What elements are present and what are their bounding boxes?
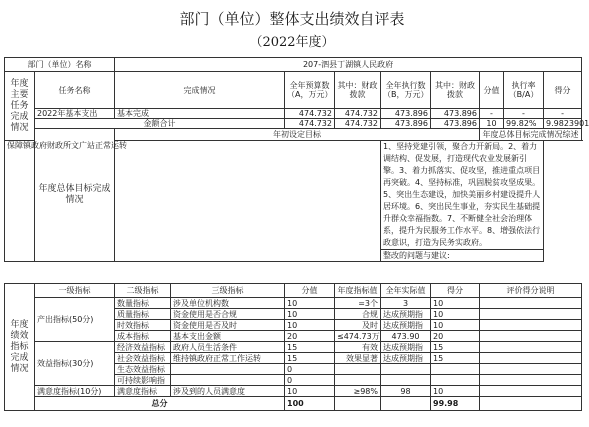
perf-reason bbox=[480, 386, 582, 397]
perf-l3 bbox=[171, 364, 285, 375]
task-points: - bbox=[544, 109, 582, 119]
perf-section-label: 年度绩效指标完成情况 bbox=[5, 284, 35, 411]
task-exec-fin: 473.896 bbox=[431, 109, 480, 119]
perf-points: 10 bbox=[431, 298, 480, 309]
col-score: 分值 bbox=[480, 72, 504, 109]
perf-target: =3个 bbox=[335, 298, 381, 309]
perf-reason bbox=[480, 331, 582, 342]
col-rate: 执行率（B/A） bbox=[504, 72, 544, 109]
perf-total-row bbox=[5, 397, 582, 411]
unit-name-label: 部门（单位）名称 bbox=[5, 58, 115, 72]
perf-row bbox=[5, 386, 582, 397]
grand-total-target bbox=[335, 397, 381, 411]
fund-section-label: 年度主要任务完成情况 bbox=[5, 72, 35, 141]
form-year: （2022年度） bbox=[249, 35, 335, 50]
perf-target: ≥98% bbox=[335, 386, 381, 397]
fund-row bbox=[5, 109, 582, 119]
perf-reason bbox=[480, 364, 582, 375]
perf-l2: 成本指标 bbox=[115, 331, 171, 342]
task-score: - bbox=[480, 109, 504, 119]
grand-total-label: 总分 bbox=[35, 397, 285, 411]
perf-target: 及时 bbox=[335, 320, 381, 331]
total-budget-fin: 474.732 bbox=[335, 119, 381, 129]
col-task-name: 任务名称 bbox=[35, 72, 115, 109]
budget-table bbox=[4, 57, 589, 262]
col-exec-fin: 其中：财政拨款 bbox=[431, 72, 480, 109]
perf-reason bbox=[480, 342, 582, 353]
perf-actual bbox=[381, 375, 431, 386]
perf-score: 10 bbox=[285, 386, 335, 397]
perf-points: 15 bbox=[431, 342, 480, 353]
initial-goal-text: 保障镇政府财政所文广站正常运转 bbox=[5, 141, 381, 262]
col-completion: 完成情况 bbox=[115, 72, 285, 109]
perf-target: 合规 bbox=[335, 309, 381, 320]
perf-score: 0 bbox=[285, 364, 335, 375]
perf-points: 10 bbox=[431, 309, 480, 320]
total-exec-fin: 473.896 bbox=[431, 119, 480, 129]
perf-l3: 基本支出金额 bbox=[171, 331, 285, 342]
col-budget: 全年预算数（A，万元） bbox=[285, 72, 335, 109]
perf-points: 10 bbox=[431, 320, 480, 331]
grand-total-actual bbox=[381, 397, 431, 411]
improvement-label: 整改的问题与建议: bbox=[381, 250, 544, 262]
perf-l2: 时效指标 bbox=[115, 320, 171, 331]
perf-score: 0 bbox=[285, 375, 335, 386]
perf-col-score: 分值 bbox=[285, 284, 335, 298]
perf-l3 bbox=[171, 375, 285, 386]
perf-target bbox=[335, 364, 381, 375]
perf-points: 10 bbox=[431, 386, 480, 397]
perf-reason bbox=[480, 353, 582, 364]
perf-points: 20 bbox=[431, 331, 480, 342]
perf-l2: 经济效益指标 bbox=[115, 342, 171, 353]
grand-total-score: 100 bbox=[285, 397, 335, 411]
perf-row bbox=[5, 342, 582, 353]
perf-target: 效果显著 bbox=[335, 353, 381, 364]
perf-l2: 满意度指标 bbox=[115, 386, 171, 397]
task-completion: 基本完成 bbox=[115, 109, 285, 119]
perf-l3: 资金使用是否合规 bbox=[171, 309, 285, 320]
perf-col-points: 得分 bbox=[431, 284, 480, 298]
perf-row bbox=[5, 298, 582, 309]
total-rate: 99.82% bbox=[504, 119, 544, 129]
perf-col-target: 年度指标值 bbox=[335, 284, 381, 298]
perf-score: 15 bbox=[285, 353, 335, 364]
perf-target bbox=[335, 375, 381, 386]
perf-l3: 涉及单位机构数 bbox=[171, 298, 285, 309]
perf-points bbox=[431, 375, 480, 386]
perf-l1: 产出指标(50分) bbox=[35, 298, 115, 342]
total-points: 9.9823901 bbox=[544, 119, 582, 129]
task-name: 2022年基本支出 bbox=[35, 109, 115, 119]
perf-target: ≤474.73万 bbox=[335, 331, 381, 342]
perf-l2: 生态效益指标 bbox=[115, 364, 171, 375]
unit-name-value: 207-泗县丁湖镇人民政府 bbox=[115, 58, 582, 72]
perf-actual: 3 bbox=[381, 298, 431, 309]
actual-goal-header: 年度总体目标完成情况综述 bbox=[480, 129, 582, 141]
perf-target: 有效 bbox=[335, 342, 381, 353]
perf-l2: 可持续影响指 bbox=[115, 375, 171, 386]
total-exec: 473.896 bbox=[381, 119, 431, 129]
perf-actual bbox=[381, 364, 431, 375]
perf-reason bbox=[480, 375, 582, 386]
perf-reason bbox=[480, 309, 582, 320]
perf-col-actual: 全年实际值 bbox=[381, 284, 431, 298]
total-budget: 474.732 bbox=[285, 119, 335, 129]
perf-col-l2: 二级指标 bbox=[115, 284, 171, 298]
perf-score: 15 bbox=[285, 342, 335, 353]
col-exec: 全年执行数（B，万元） bbox=[381, 72, 431, 109]
task-exec: 473.896 bbox=[381, 109, 431, 119]
perf-col-reason: 评价得分说明 bbox=[480, 284, 582, 298]
perf-actual: 达成预期指 bbox=[381, 353, 431, 364]
perf-l3: 资金使用是否及时 bbox=[171, 320, 285, 331]
perf-col-l1: 一级指标 bbox=[35, 284, 115, 298]
perf-l2: 质量指标 bbox=[115, 309, 171, 320]
perf-score: 20 bbox=[285, 331, 335, 342]
perf-actual: 达成预期指 bbox=[381, 320, 431, 331]
grand-total-reason bbox=[480, 397, 582, 411]
perf-score: 10 bbox=[285, 298, 335, 309]
performance-table bbox=[4, 283, 582, 411]
task-rate: - bbox=[504, 109, 544, 119]
col-budget-fin: 其中：财政拨款 bbox=[335, 72, 381, 109]
perf-reason bbox=[480, 320, 582, 331]
goals-section-label: 年度总体目标完成情况 bbox=[35, 129, 115, 262]
perf-points: 15 bbox=[431, 353, 480, 364]
perf-l2: 社会效益指标 bbox=[115, 353, 171, 364]
perf-actual: 达成预期指 bbox=[381, 309, 431, 320]
total-label: 金额合计 bbox=[35, 119, 285, 129]
perf-l2: 数量指标 bbox=[115, 298, 171, 309]
perf-actual: 473.90 bbox=[381, 331, 431, 342]
perf-score: 10 bbox=[285, 320, 335, 331]
perf-reason bbox=[480, 298, 582, 309]
initial-goal-header: 年初设定目标 bbox=[115, 129, 480, 141]
perf-l1: 效益指标(30分) bbox=[35, 342, 115, 386]
perf-points bbox=[431, 364, 480, 375]
total-score: 10 bbox=[480, 119, 504, 129]
task-budget: 474.732 bbox=[285, 109, 335, 119]
perf-l3: 涉及到的人员满意度 bbox=[171, 386, 285, 397]
task-budget-fin: 474.732 bbox=[335, 109, 381, 119]
grand-total-points: 99.98 bbox=[431, 397, 480, 411]
col-points: 得分 bbox=[544, 72, 582, 109]
perf-l3: 政府人员生活条件 bbox=[171, 342, 285, 353]
goal-summary-text: 1、坚持党建引领，聚合力开新局。2、着力调结构、促发展，打造现代农业发展新引擎。3、着力抓落实、促攻坚，推进重点项目再突破。4、坚持标准，巩固脱贫攻坚成果。5、突出生态建设，加快美丽乡村建设提升人居环境。6、突出民生事业，夯实民生基础提升群众幸福指数。7、不断健全社会治理体系，提升为民服务工作水平。8、增强依法行政意识，打造为民务实政府。 bbox=[381, 141, 544, 250]
perf-actual: 达成预期指 bbox=[381, 342, 431, 353]
perf-actual: 98 bbox=[381, 386, 431, 397]
perf-l1: 满意度指标(10分) bbox=[35, 386, 115, 397]
form-title: 部门（单位）整体支出绩效自评表 bbox=[179, 10, 405, 28]
perf-score: 10 bbox=[285, 309, 335, 320]
perf-l3: 维持镇政府正常工作运转 bbox=[171, 353, 285, 364]
fund-total-row bbox=[5, 119, 582, 129]
perf-col-l3: 三级指标 bbox=[171, 284, 285, 298]
